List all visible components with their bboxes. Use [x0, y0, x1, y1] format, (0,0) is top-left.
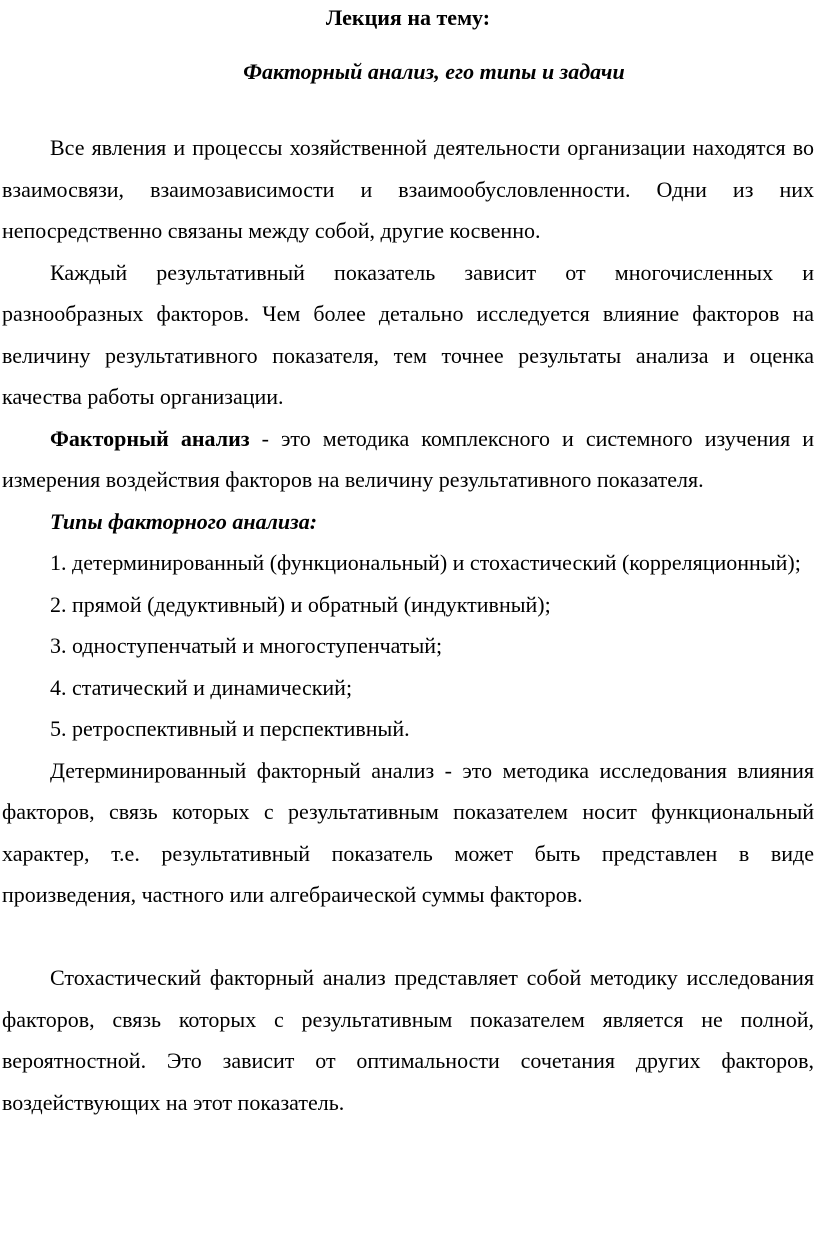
types-heading-text: Типы факторного анализа:	[50, 508, 318, 534]
document-body	[2, 127, 814, 1123]
types-heading	[2, 501, 814, 543]
definition-text: - это методика комплексного и системного изучения и измерения воздействия факторов на величину результативного показателя.	[2, 425, 814, 492]
list-item: 5. ретроспективный и перспективный.	[50, 716, 410, 741]
paragraph-spacer	[2, 916, 814, 958]
paragraph-stochastic: Стохастический факторный анализ представляет собой методику исследования факторов, связь которых с результативным показателем является не полной, вероятностной. Это зависит от оптимальности сочетания других факторов, воздействующих на этот показатель.	[2, 965, 814, 1115]
paragraph-intro: Все явления и процессы хозяйственной деятельности организации находятся во взаимосвязи, взаимозависимости и взаимообусловленности. Одни из них непосредственно связаны между собой, другие косвенно.	[2, 135, 814, 243]
paragraph-deterministic: Детерминированный факторный анализ - это методика исследования влияния факторов, связь которых с результативным показателем носит функциональный характер, т.е. результативный показатель может быть представлен в виде произведения, частного или алгебраической суммы факторов.	[2, 757, 814, 907]
paragraph-definition	[2, 418, 814, 501]
list-item: 3. одноступенчатый и многоступенчатый;	[50, 633, 443, 658]
term-factor-analysis: Факторный анализ	[50, 425, 250, 451]
paragraph-result-indicator: Каждый результативный показатель зависит от многочисленных и разнообразных факторов. Чем более детально исследуется влияние факторов на величину результативного показателя, тем точнее результаты анализа и оценка качества работы организации.	[2, 259, 814, 409]
list-item: 2. прямой (дедуктивный) и обратный (индуктивный);	[50, 591, 551, 617]
page-subtitle: Факторный анализ, его типы и задачи	[243, 59, 625, 84]
list-item: 1. детерминированный (функциональный) и стохастический (корреляционный);	[50, 550, 801, 575]
page-title: Лекция на тему:	[325, 5, 491, 30]
list-item: 4. статический и динамический;	[50, 674, 353, 700]
